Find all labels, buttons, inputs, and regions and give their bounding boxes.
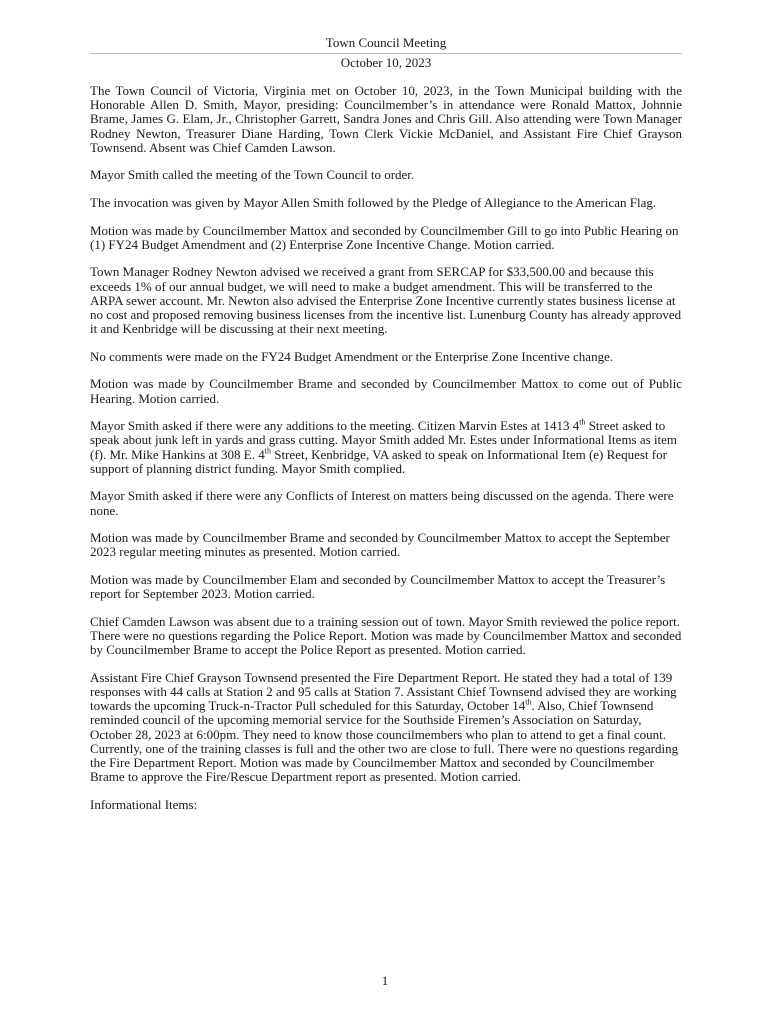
header-divider — [90, 53, 682, 54]
paragraph-no-comments: No comments were made on the FY24 Budget Amendment or the Enterprise Zone Incentive change. — [90, 348, 614, 364]
ordinal-suffix: th — [525, 697, 532, 707]
paragraph-town-manager-report: Town Manager Rodney Newton advised we received a grant from SERCAP for $33,500.00 and because this exceeds 1% of our annual budget, we will need to make a budget amendment. This will be transferred to the ARPA sewer account. Mr. Newton also advised the Enterprise Zone Incentive currently states business license at no cost and proposed removing business licenses from the incentive list. Lunenburg County has already approved it and Kenbridge will be discussing at their next meeting. — [90, 264, 682, 337]
section-heading-informational-items: Informational Items: — [90, 796, 198, 812]
paragraph-close-hearing-motion: Motion was made by Councilmember Brame and seconded by Councilmember Mattox to come out of Public Hearing. Motion carried. — [90, 376, 682, 406]
additions-text-c: Street, Kenbridge, VA asked to speak on Informational Item (e) Request for support of planning district funding. Mayor Smith complied. — [90, 446, 667, 476]
minutes-body — [90, 84, 682, 825]
meeting-date: October 10, 2023 — [340, 55, 432, 70]
paragraph-additions — [90, 419, 682, 476]
additions-text-b: Street asked to speak about junk left in yards and grass cutting. Mayor Smith added Mr. Estes under Informational Items as item (f). Mr. Mike Hankins at 308 E. 4 — [90, 418, 678, 462]
page-title: Town Council Meeting — [325, 35, 447, 50]
paragraph-police-report: Chief Camden Lawson was absent due to a training session out of town. Mayor Smith reviewed the police report. There were no questions regarding the Police Report. Motion was made by Councilmember Mattox and seconded by Councilmember Brame to accept the Police Report as presented. Motion carried. — [90, 613, 682, 658]
additions-text-a: Mayor Smith asked if there were any additions to the meeting. Citizen Marvin Estes at 1413 4 — [90, 418, 580, 434]
fire-report-text-a: Assistant Fire Chief Grayson Townsend presented the Fire Department Report. He stated they had a total of 139 responses with 44 calls at Station 2 and 95 calls at Station 7. Assistant Chief Townsend advised they are working towards the upcoming Truck-n-Tractor Pull scheduled for this Saturday, October 14 — [90, 669, 677, 714]
fire-report-text-b: . Also, Chief Townsend reminded council of the upcoming memorial service for the Southside Firemen’s Association on Saturday, October 28, 2023 at 6:00pm. They need to know those councilmembers who plan to attend to get a final count. Currently, one of the training classes is full and the other two are close to full. There were no questions regarding the Fire Department Report. Motion was made by Councilmember Mattox and seconded by Councilmember Brame to approve the Fire/Rescue Department report as presented. Motion carried. — [90, 698, 679, 785]
paragraph-invocation: The invocation was given by Mayor Allen Smith followed by the Pledge of Allegiance to the American Flag. — [90, 195, 657, 210]
paragraph-treasurer-motion: Motion was made by Councilmember Elam and seconded by Councilmember Mattox to accept the Treasurer’s report for September 2023. Motion carried. — [90, 571, 666, 602]
paragraph-conflicts: Mayor Smith asked if there were any Conflicts of Interest on matters being discussed on the agenda. There were none. — [90, 488, 674, 518]
paragraph-attendance: The Town Council of Victoria, Virginia met on October 10, 2023, in the Town Municipal building with the Honorable Allen D. Smith, Mayor, presiding: Councilmember’s in attendance were Ronald Mattox, Johnnie Brame, James G. Elam, Jr., Christopher Garrett, Sandra Jones and Chris Gill. Also attending were Town Manager Rodney Newton, Treasurer Diane Harding, Town Clerk Vickie McDaniel, and Assistant Fire Chief Grayson Townsend. Absent was Chief Camden Lawson. — [90, 83, 682, 155]
paragraph-fire-report — [90, 671, 682, 785]
paragraph-public-hearing-motion: Motion was made by Councilmember Mattox and seconded by Councilmember Gill to go into Public Hearing on (1) FY24 Budget Amendment and (2) Enterprise Zone Incentive Change. Motion carried. — [90, 222, 679, 252]
ordinal-suffix: th — [579, 417, 586, 427]
paragraph-minutes-motion: Motion was made by Councilmember Brame and seconded by Councilmember Mattox to accept the September 2023 regular meeting minutes as presented. Motion carried. — [90, 530, 670, 560]
paragraph-call-to-order: Mayor Smith called the meeting of the Town Council to order. — [90, 167, 415, 183]
page-number: 1 — [381, 973, 389, 988]
ordinal-suffix: th — [264, 446, 271, 456]
